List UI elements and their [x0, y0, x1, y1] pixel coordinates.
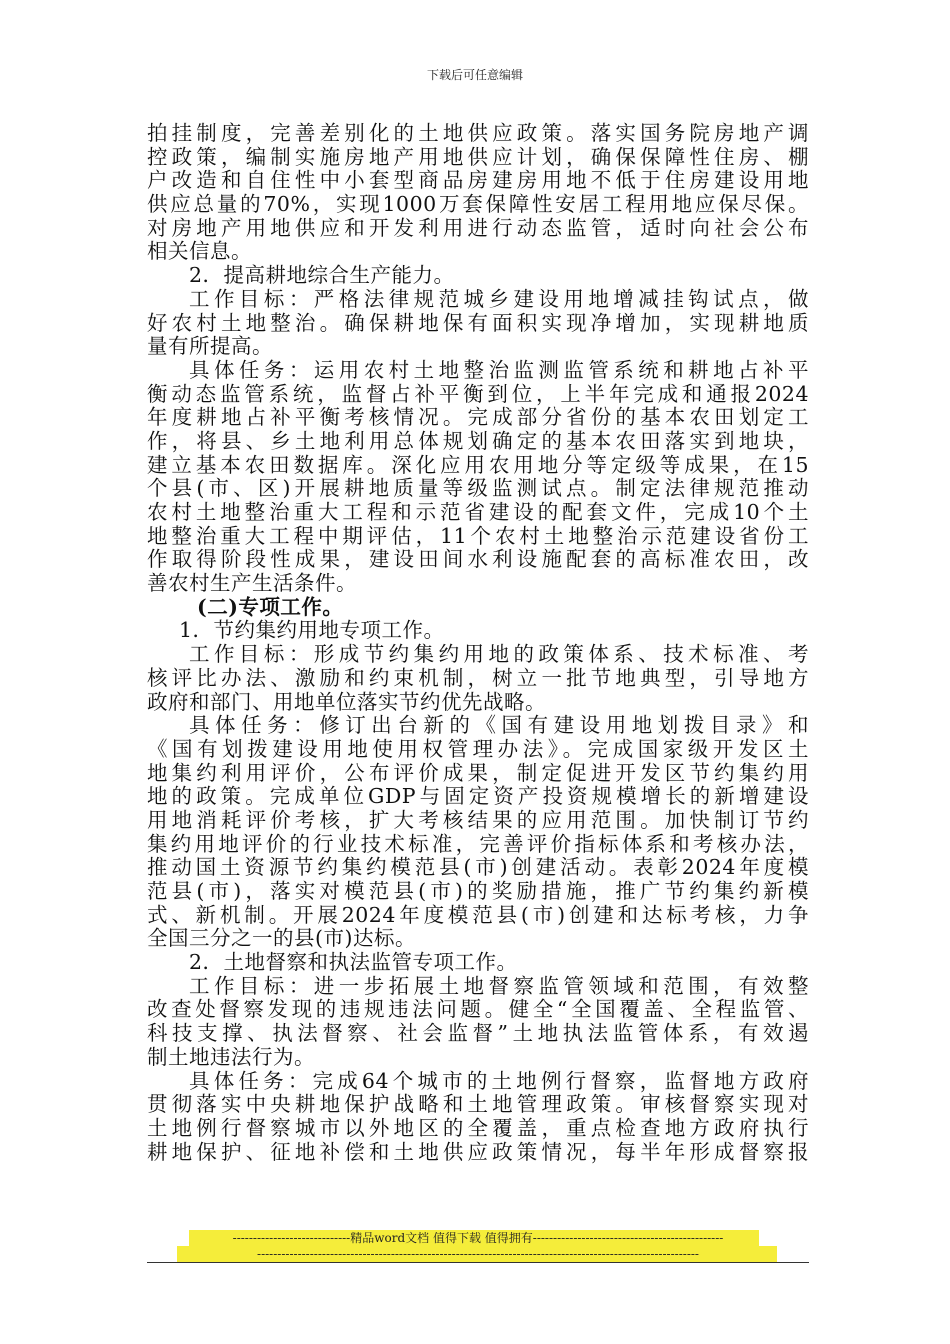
text-line: 工作目标：严格法律规范城乡建设用地增减挂钩试点，做 — [189, 287, 809, 311]
text-line: 具体任务：运用农村土地整治监测监管系统和耕地占补平 — [189, 358, 809, 382]
text-line: 具体任务：完成64个城市的土地例行督察，监督地方政府 — [189, 1069, 809, 1093]
text-line: 集约用地评价的行业技术标准，完善评价指标体系和考核办法， — [147, 832, 809, 856]
text-line: 式、新机制。开展2024年度模范县(市)创建和达标考核，力争 — [147, 903, 809, 927]
text-line: 贯彻落实中央耕地保护战略和土地管理政策。审核督察实现对 — [147, 1093, 809, 1117]
text-line: 个县(市、区)开展耕地质量等级监测试点。制定法律规范推动 — [147, 477, 809, 501]
text-line: 控政策，编制实施房地产用地供应计划，确保保障性住房、棚 — [147, 145, 809, 169]
page-header: 下载后可任意编辑 — [426, 68, 523, 82]
text-line: 核评比办法、激励和约束机制，树立一批节地典型，引导地方 — [147, 666, 809, 690]
text-line: 制土地违法行为。 — [147, 1045, 315, 1069]
text-line: 相关信息。 — [147, 240, 252, 264]
text-line: 全国三分之一的县(市)达标。 — [147, 927, 416, 951]
text-line: 工作目标：形成节约集约用地的政策体系、技术标准、考 — [189, 643, 809, 667]
text-line: 农村土地整治重大工程和示范省建设的配套文件，完成10个土 — [147, 501, 809, 524]
text-line: 推动国土资源节约集约模范县(市)创建活动。表彰2024年度模 — [147, 856, 809, 880]
text-line: 范县(市)，落实对模范县(市)的奖励措施，推广节约集约新模 — [147, 880, 809, 903]
text-line: 作取得阶段性成果，建设田间水利设施配套的高标准农田，改 — [147, 548, 809, 572]
text-line: 耕地保护、征地补偿和土地供应政策情况，每半年形成督察报 — [147, 1140, 809, 1164]
text-line: 作，将县、乡土地利用总体规划确定的基本农田落实到地块， — [147, 429, 809, 453]
section-heading-bold: (二)专项工作。 — [197, 595, 344, 619]
footer-banner: -----------------------------精品word文档 值得下载 值得拥有----------------------------------------------- — [147, 1230, 809, 1246]
text-line: 对房地产用地供应和开发利用进行动态监管，适时向社会公布 — [147, 216, 809, 240]
text-line: 土地例行督察城市以外地区的全覆盖，重点检查地方政府执行 — [147, 1116, 809, 1140]
text-line: 地的政策。完成单位GDP与固定资产投资规模增长的新增建设 — [147, 785, 809, 809]
text-line: 工作目标：进一步拓展土地督察监管领域和范围，有效整 — [189, 974, 809, 998]
text-line: 地集约利用评价，公布评价成果，制定促进开发区节约集约用 — [147, 761, 809, 785]
text-line: 改查处督察发现的违规违法问题。健全“全国覆盖、全程监管、 — [147, 998, 809, 1022]
document-body — [147, 122, 809, 1164]
footer-rule — [147, 1262, 809, 1263]
text-line: 供应总量的70%，实现1000万套保障性安居工程用地应保尽保。 — [147, 193, 809, 217]
page-footer — [147, 1230, 809, 1262]
text-line: 《国有划拨建设用地使用权管理办法》。完成国家级开发区土 — [147, 737, 809, 761]
text-line: 善农村生产生活条件。 — [147, 572, 357, 596]
text-line: 户改造和自住性中小套型商品房建房用地不低于住房建设用地 — [147, 169, 809, 193]
text-line: 衡动态监管系统，监督占补平衡到位，上半年完成和通报2024 — [147, 382, 809, 406]
section-heading: 1．节约集约用地专项工作。 — [179, 619, 445, 643]
text-line: 拍挂制度，完善差别化的土地供应政策。落实国务院房地产调 — [147, 122, 809, 145]
text-line: 量有所提高。 — [147, 335, 273, 359]
text-line: 具体任务：修订出台新的《国有建设用地划拨目录》和 — [189, 714, 809, 738]
text-line: 地整治重大工程中期评估，11个农村土地整治示范建设省份工 — [147, 524, 809, 548]
text-line: 建立基本农田数据库。深化应用农用地分等定级等成果，在15 — [147, 453, 809, 477]
text-line: 科技支撑、执法督察、社会监督”土地执法监管体系，有效遏 — [147, 1022, 809, 1046]
section-heading: 2．提高耕地综合生产能力。 — [189, 264, 455, 288]
text-line: 政府和部门、用地单位落实节约优先战略。 — [147, 690, 546, 714]
text-line: 年度耕地占补平衡考核情况。完成部分省份的基本农田划定工 — [147, 406, 809, 430]
section-heading: 2．土地督察和执法监管专项工作。 — [189, 951, 518, 975]
footer-dashes: ------------------------------------------------------------------------------------------------------------- — [147, 1246, 809, 1262]
text-line: 好农村土地整治。确保耕地保有面积实现净增加，实现耕地质 — [147, 311, 809, 335]
text-line: 用地消耗评价考核，扩大考核结果的应用范围。加快制订节约 — [147, 808, 809, 832]
